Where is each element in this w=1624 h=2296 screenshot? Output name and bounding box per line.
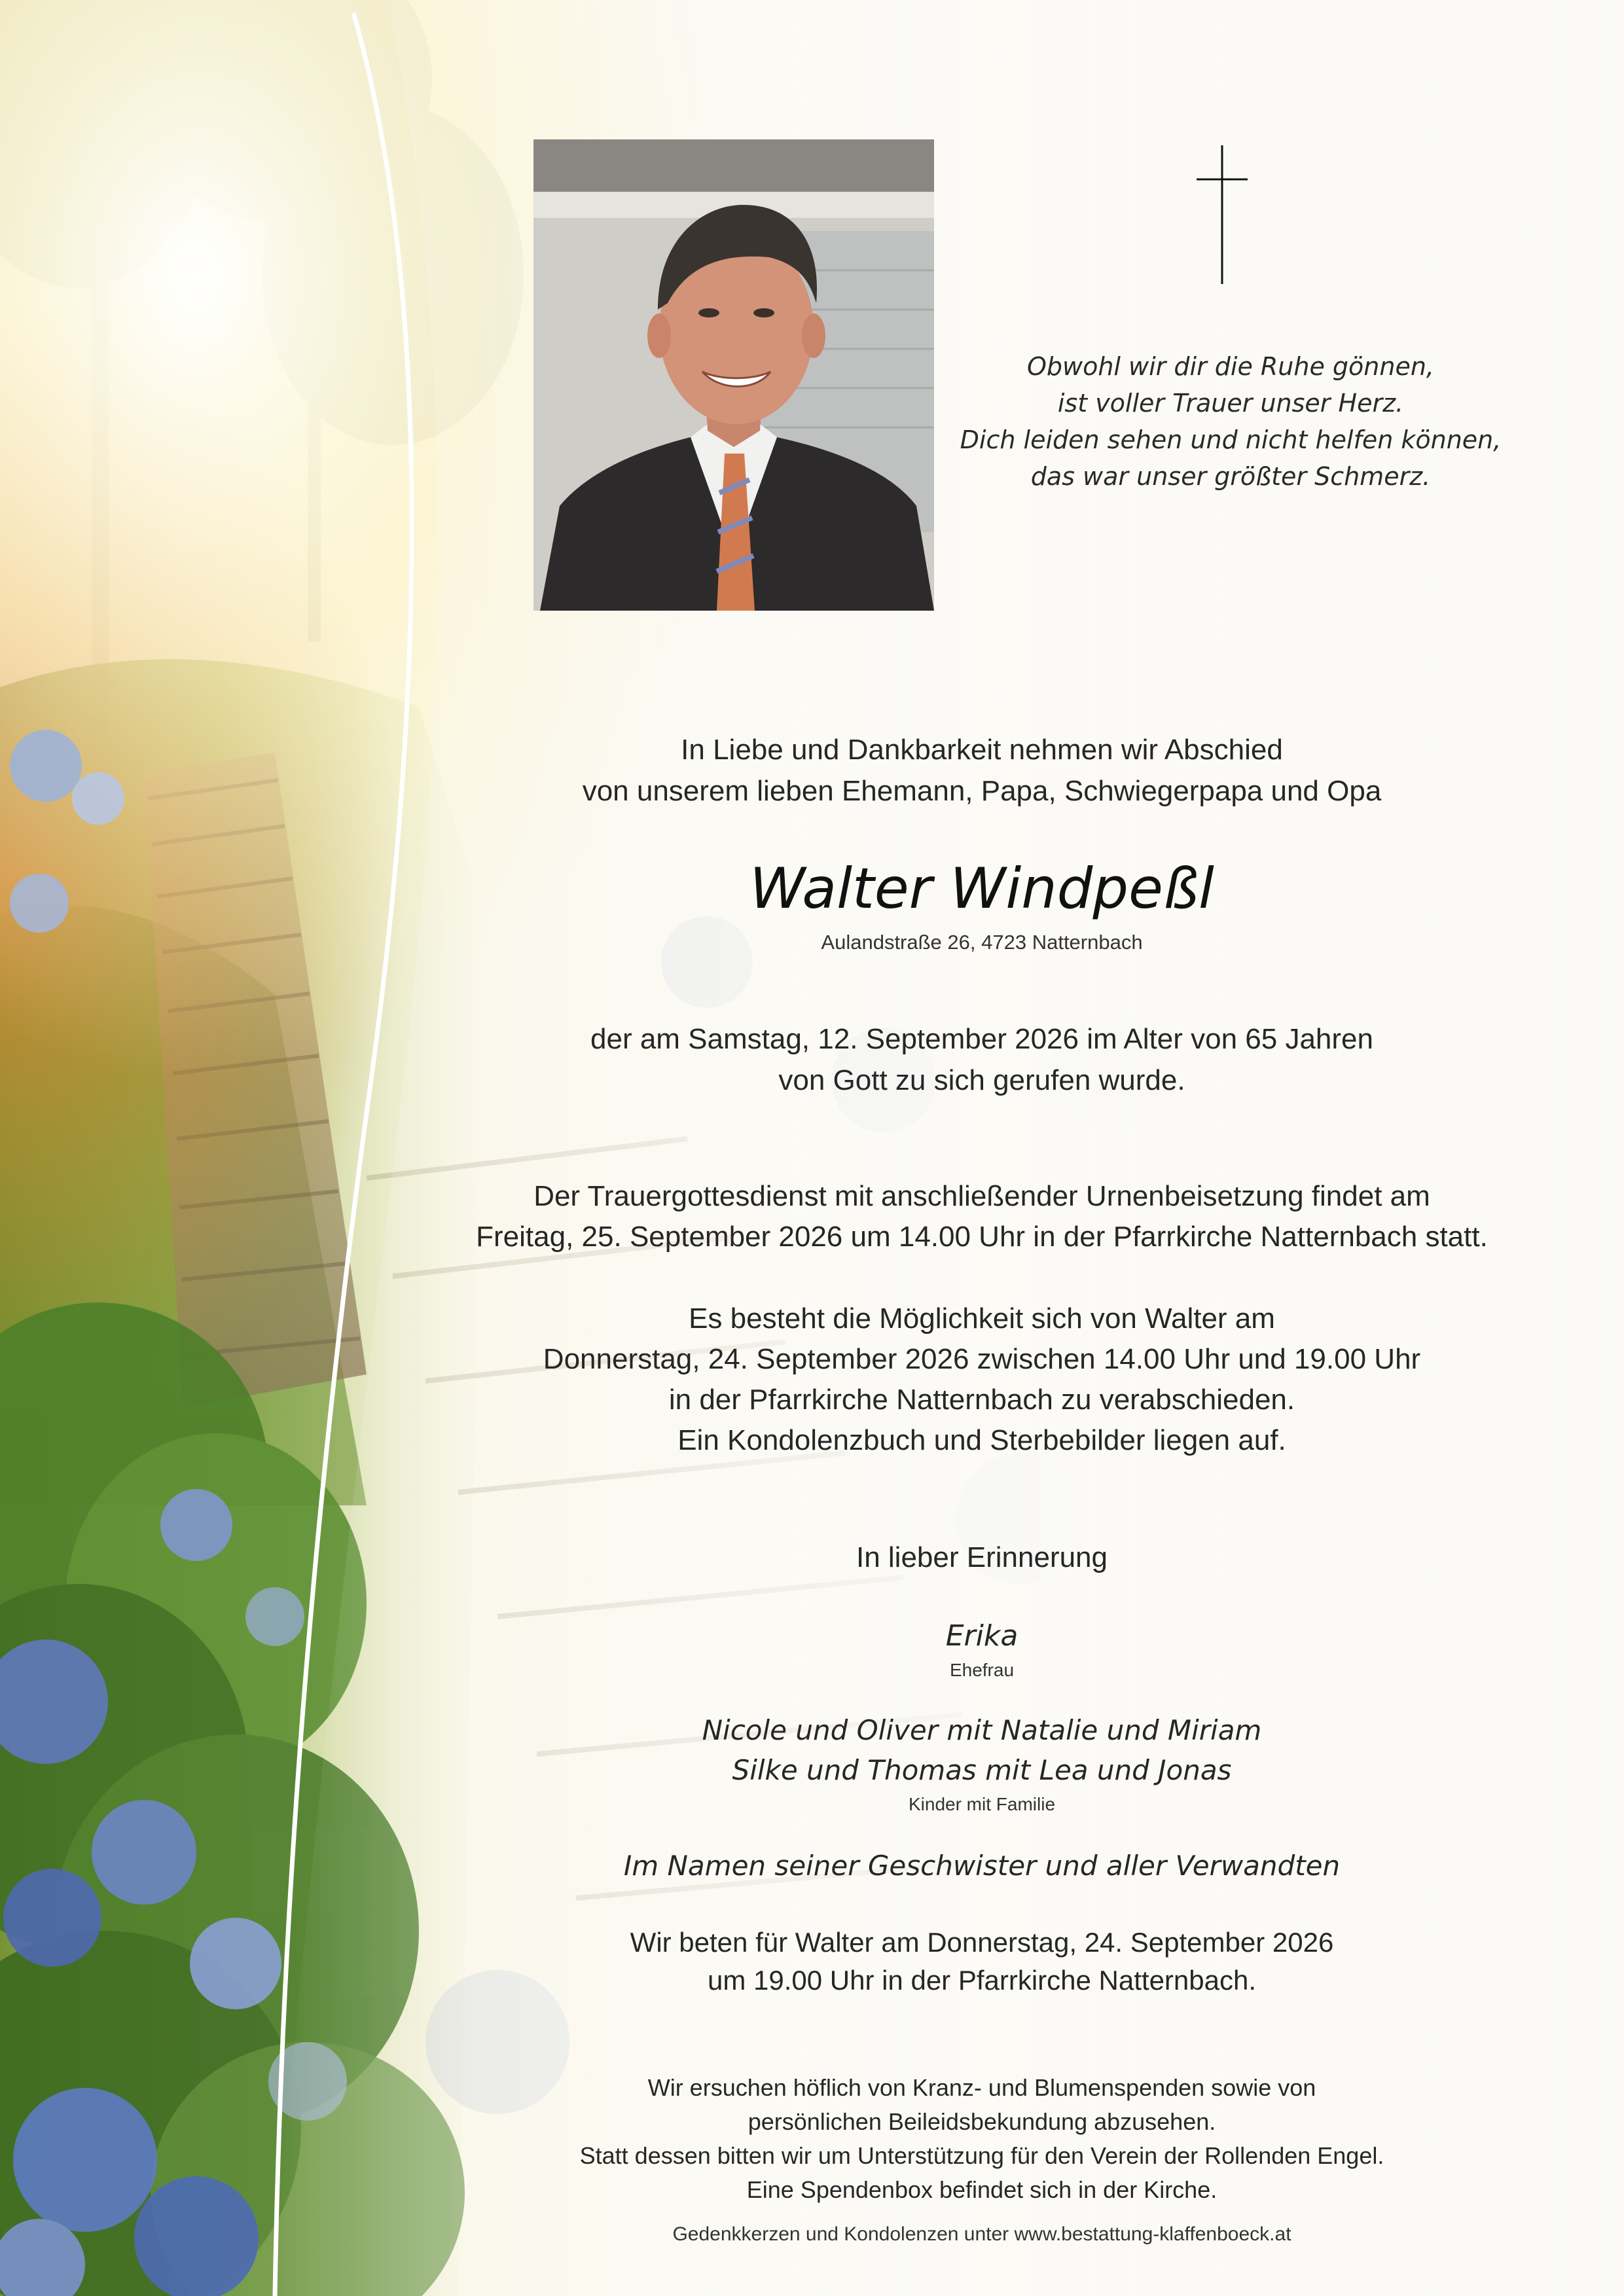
wife-name: Erika [945,1619,1019,1653]
viewing-info [393,1299,1571,1461]
children-names [393,1710,1571,1790]
portrait-photo [533,139,934,611]
service-line: Freitag, 25. September 2026 um 14.00 Uhr in der Pfarrkirche Natternbach statt. [476,1221,1488,1253]
viewing-line: in der Pfarrkirche Natternbach zu verabschieden. [668,1384,1295,1416]
remembrance-heading: In lieber Erinnerung [856,1541,1108,1573]
cross-icon [1197,145,1248,284]
poem [929,348,1532,495]
death-line: der am Samstag, 12. September 2026 im Alter von 65 Jahren [590,1023,1373,1055]
children-line: Silke und Thomas mit Lea und Jonas [732,1754,1232,1786]
poem-line: ist voller Trauer unser Herz. [1057,389,1404,418]
wife-role: Ehefrau [949,1660,1015,1680]
deceased-address: Aulandstraße 26, 4723 Natternbach [821,931,1143,954]
donation-request [393,2071,1571,2207]
poem-line: Obwohl wir dir die Ruhe gönnen, [1026,352,1435,381]
death-line: von Gott zu sich gerufen wurde. [778,1064,1185,1096]
viewing-line: Es besteht die Möglichkeit sich von Walter am [689,1302,1275,1335]
viewing-line: Ein Kondolenzbuch und Sterbebilder liegen auf. [677,1424,1286,1456]
footer-condolence-link: Gedenkkerzen und Kondolenzen unter www.bestattung-klaffenboeck.at [672,2223,1291,2245]
prayer-info [393,1924,1571,2000]
prayer-line: Wir beten für Walter am Donnerstag, 24. September 2026 [630,1927,1334,1958]
request-line: Wir ersuchen höflich von Kranz- und Blumenspenden sowie von [647,2074,1316,2101]
request-line: persönlichen Beileidsbekundung abzusehen. [748,2108,1216,2135]
children-line: Nicole und Oliver mit Natalie und Miriam [702,1714,1262,1746]
request-line: Statt dessen bitten wir um Unterstützung für den Verein der Rollenden Engel. [579,2142,1384,2169]
viewing-line: Donnerstag, 24. September 2026 zwischen 14.00 Uhr und 19.00 Uhr [543,1343,1421,1375]
intro-line: von unserem lieben Ehemann, Papa, Schwiegerpapa und Opa [582,775,1382,807]
service-line: Der Trauergottesdienst mit anschließender Urnenbeisetzung findet am [533,1180,1430,1212]
poem-line: Dich leiden sehen und nicht helfen können, [960,425,1502,454]
prayer-line: um 19.00 Uhr in der Pfarrkirche Natternbach. [707,1965,1257,1996]
poem-line: das war unser größter Schmerz. [1030,462,1431,491]
funeral-service-info [393,1176,1571,1257]
deceased-name: Walter Windpeßl [749,856,1214,922]
children-role: Kinder mit Familie [908,1794,1056,1814]
request-line: Eine Spendenbox befindet sich in der Kirche. [746,2176,1218,2203]
intro-line: In Liebe und Dankbarkeit nehmen wir Abschied [681,734,1283,766]
intro-text [393,729,1571,812]
death-notice [393,1018,1571,1101]
relatives-line: Im Namen seiner Geschwister und aller Verwandten [623,1850,1341,1882]
